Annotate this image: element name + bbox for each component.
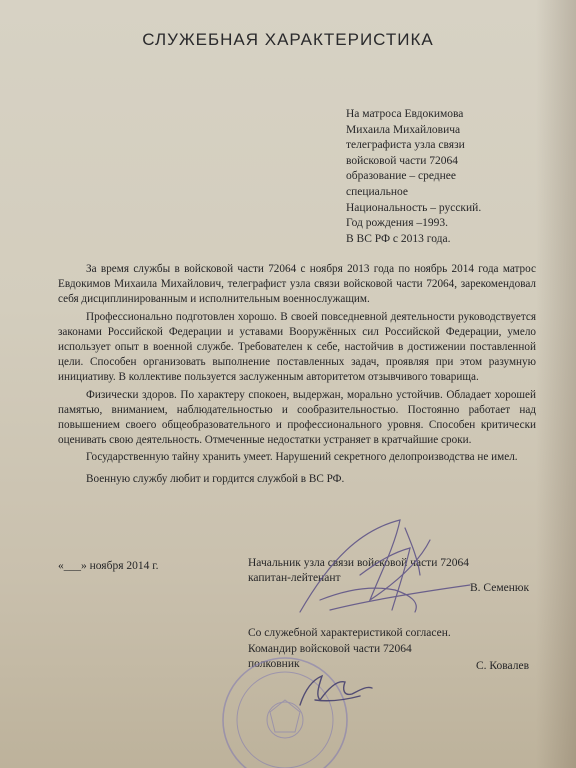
paragraph: За время службы в войсковой части 72064 с ноября 2013 года по ноябрь 2014 года матрос Евдокимов Михаила Михайлович, телеграфист узла связи войсковой части 72064, зарекомендовал себя дисциплинированным и исполнительным военнослужащим. <box>58 263 536 306</box>
paragraph: Государственную тайну хранить умеет. Нарушений секретного делопроизводства не имел. <box>86 451 518 464</box>
signer1-name: В. Семенюк <box>470 582 530 594</box>
document-title: СЛУЖЕБНАЯ ХАРАКТЕРИСТИКА <box>142 30 434 49</box>
addressee-line: телеграфиста узла связи <box>346 139 465 152</box>
addressee-line: Год рождения –1993. <box>346 217 448 230</box>
signature-2-icon <box>300 676 372 705</box>
addressee-line: специальное <box>346 185 409 198</box>
signer2-block <box>248 626 451 673</box>
document-date: «___» ноября 2014 г. <box>58 560 159 572</box>
signer2-agreement: Со служебной характеристикой согласен. <box>248 627 451 639</box>
addressee-line: В ВС РФ с 2013 года. <box>346 232 451 245</box>
signer2-rank: полковник <box>248 658 300 670</box>
official-stamp-icon <box>223 658 347 768</box>
signer2-name: С. Ковалев <box>476 660 530 672</box>
signer1-position: Начальник узла связи войсковой части 72064 <box>248 557 469 569</box>
signer2-position: Командир войсковой части 72064 <box>248 642 412 655</box>
addressee-line: войсковой части 72064 <box>346 154 459 167</box>
paragraph: Профессионально подготовлен хорошо. В своей повседневной деятельности руководствуется законами Российской Федерации и уставами Вооружённых сил Российской Федерации, умело использует опыт в военной службе. Требователен к себе, настойчив в достижении поставленной цели. Способен организовать выполнение поставленных задач, проявляя при этом разумную инициативу. В коллективе пользуется заслуженным авторитетом отзывчивого товарища. <box>58 310 536 384</box>
signer1-block <box>248 556 469 586</box>
addressee-line: образование – среднее <box>346 170 456 183</box>
paragraph: Физически здоров. По характеру спокоен, выдержан, морально устойчив. Обладает хорошей памятью, вниманием, наблюдательностью и сообразительностью. Постоянно работает над повышением своего общеобразовательного и профессионального уровня. Способен критически оценивать свою деятельность. Отмеченные недостатки устраняет в кратчайшие сроки. <box>58 388 536 447</box>
addressee-line: Национальность – русский. <box>346 201 482 214</box>
closing-paragraph: Военную службу любит и гордится службой в ВС РФ. <box>86 472 345 485</box>
addressee-block <box>346 107 546 247</box>
body-text <box>58 262 536 489</box>
addressee-line: На матроса Евдокимова <box>346 108 464 120</box>
addressee-line: Михаила Михайловича <box>346 123 461 136</box>
signer1-rank: капитан-лейтенант <box>248 572 341 584</box>
